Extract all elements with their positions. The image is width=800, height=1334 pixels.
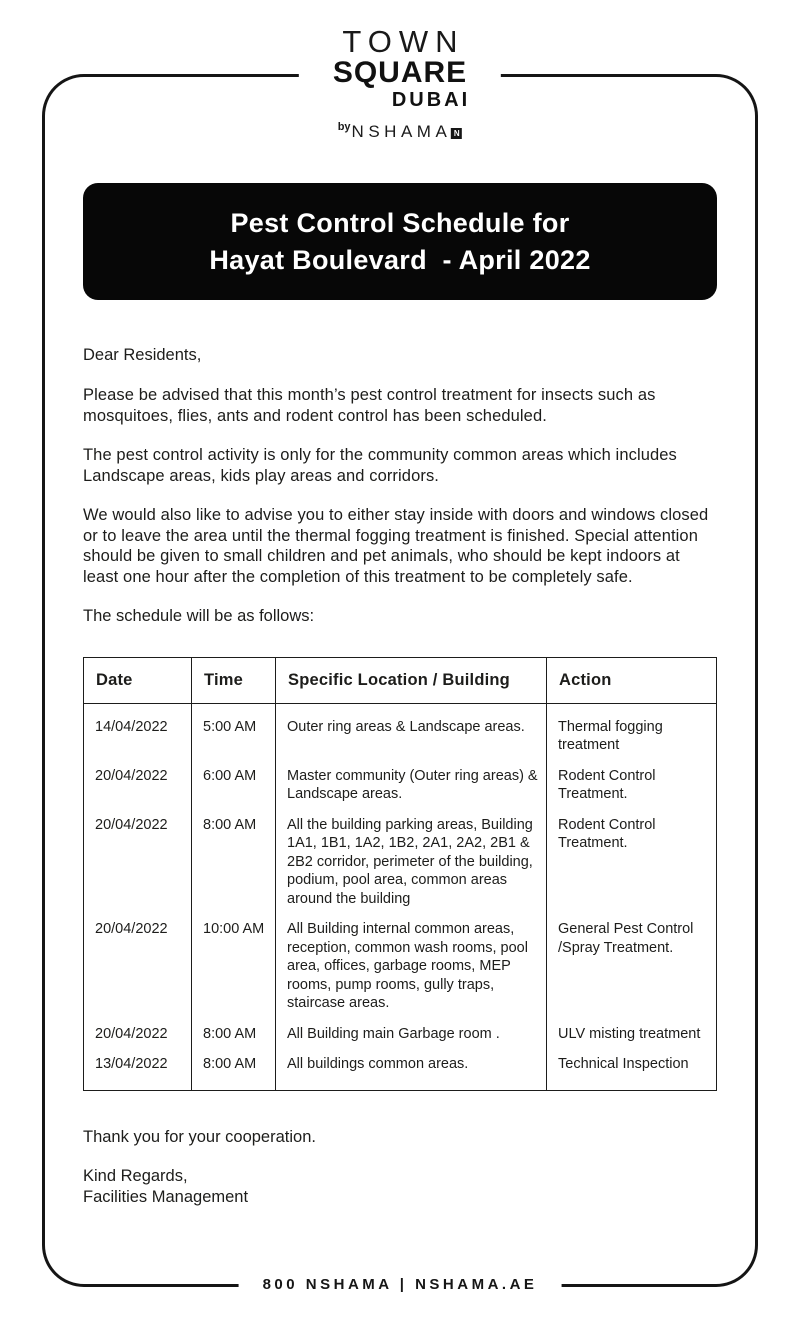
- table-cell: Rodent Control Treatment.: [547, 807, 717, 912]
- logo-square-text: SQUARE: [332, 56, 468, 89]
- table-row: [84, 703, 717, 758]
- table-cell: Rodent Control Treatment.: [547, 758, 717, 807]
- table-cell: 10:00 AM: [192, 911, 276, 1016]
- logo-byline: [333, 121, 467, 142]
- logo-wordmark: [332, 24, 471, 111]
- letter-paragraph: Please be advised that this month’s pest control treatment for insects such as mosquitoes, flies, ants and rodent control has been scheduled.: [83, 386, 656, 425]
- signature-block: [83, 1166, 717, 1207]
- footer-contact: 800 NSHAMA | NSHAMA.AE: [239, 1272, 562, 1298]
- table-cell: Technical Inspection: [547, 1046, 717, 1090]
- table-row: [84, 911, 717, 1016]
- table-cell: ULV misting treatment: [547, 1016, 717, 1047]
- table-cell: 20/04/2022: [95, 816, 168, 833]
- table-cell: All buildings common areas.: [276, 1046, 547, 1090]
- table-cell: Outer ring areas & Landscape areas.: [276, 703, 547, 758]
- table-cell: All Building internal common areas, reception, common wash rooms, pool area, offices, garbage rooms, MEP rooms, pump rooms, gully traps, staircase areas.: [276, 911, 547, 1016]
- nshama-mark-icon: N: [451, 128, 462, 139]
- logo-town-text: TOWN: [342, 24, 465, 59]
- table-row: [84, 807, 717, 912]
- table-cell: 5:00 AM: [192, 703, 276, 758]
- title-line-1: Pest Control Schedule for: [230, 207, 570, 238]
- table-cell: 14/04/2022: [95, 718, 168, 735]
- schedule-intro: The schedule will be as follows:: [83, 607, 315, 625]
- schedule-table-header: [84, 657, 717, 703]
- table-cell: 8:00 AM: [192, 1016, 276, 1047]
- column-header: Date: [84, 657, 192, 703]
- letter-paragraphs: [83, 385, 717, 587]
- logo-nshama-text: NSHAMA: [351, 122, 452, 141]
- table-cell: 20/04/2022: [95, 1025, 168, 1042]
- title-banner: [83, 183, 717, 300]
- column-header: Time: [192, 657, 276, 703]
- title-line-2: Hayat Boulevard - April 2022: [209, 244, 591, 275]
- logo-dubai-text: DUBAI: [391, 89, 471, 111]
- table-cell: General Pest Control /Spray Treatment.: [547, 911, 717, 1016]
- table-cell: 8:00 AM: [192, 807, 276, 912]
- column-header: Specific Location / Building: [276, 657, 547, 703]
- table-row: [84, 1016, 717, 1047]
- column-header: Action: [547, 657, 717, 703]
- header-row: [84, 657, 717, 703]
- table-row: [84, 1046, 717, 1090]
- schedule-table: [83, 657, 717, 1091]
- closing-line: Thank you for your cooperation.: [83, 1127, 316, 1146]
- table-cell: All Building main Garbage room .: [276, 1016, 547, 1047]
- table-row: [84, 758, 717, 807]
- logo-by-text: by: [337, 121, 351, 133]
- salutation: Dear Residents,: [83, 346, 202, 364]
- letter-paragraph: The pest control activity is only for the community common areas which includes Landscape areas, kids play areas and corridors.: [83, 446, 677, 485]
- table-cell: Thermal fogging treatment: [547, 703, 717, 758]
- regards-line: Kind Regards,: [83, 1167, 188, 1185]
- signature-line: Facilities Management: [83, 1187, 249, 1206]
- table-cell: 6:00 AM: [192, 758, 276, 807]
- table-cell: All the building parking areas, Building 1A1, 1B1, 1A2, 1B2, 2A1, 2A2, 2B1 & 2B2 corridor, perimeter of the building, podium, pool area, common areas around the building: [276, 807, 547, 912]
- town-square-dubai-logo: [299, 26, 501, 142]
- schedule-table-body: [84, 703, 717, 1090]
- letter-paragraph: We would also like to advise you to either stay inside with doors and windows closed or to leave the area until the thermal fogging treatment is finished. Special attention should be given to small children and pet animals, who should be kept indoors at least one hour after the completion of this treatment to be completely safe.: [83, 506, 709, 586]
- table-cell: 13/04/2022: [95, 1056, 168, 1072]
- table-cell: 20/04/2022: [95, 767, 168, 784]
- table-cell: 8:00 AM: [192, 1046, 276, 1090]
- notice-content: [83, 183, 717, 1207]
- table-cell: 20/04/2022: [95, 921, 168, 937]
- table-cell: Master community (Outer ring areas) & Landscape areas.: [276, 758, 547, 807]
